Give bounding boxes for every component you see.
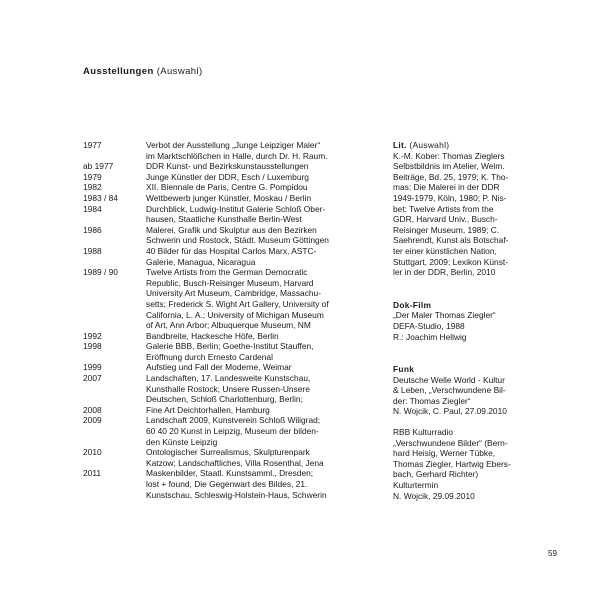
exhibition-description (146, 246, 363, 267)
description-line: hausen, Staatliche Kunsthalle Berlin-West (146, 214, 302, 225)
description-line: Galerie, Managua, Nicaragua (146, 256, 256, 267)
description-line: Twelve Artists from the German Democratic (146, 267, 308, 278)
exhibition-row (83, 362, 363, 373)
exhibition-year: 1979 (83, 171, 102, 182)
description-line: Maskenbilder, Staatl. Kunstsamml., Dresden; (146, 468, 314, 479)
exhibition-list (83, 140, 363, 500)
text-line: K.-M. Kober: Thomas Zieglers (393, 150, 505, 161)
references-column (393, 140, 525, 501)
exhibition-row (83, 172, 363, 183)
description-line: Schwerin und Rostock, Städt. Museum Göttingen (146, 235, 329, 246)
exhibition-year: 2007 (83, 373, 102, 384)
text-line: N. Wojcik, C. Paul, 27.09.2010 (393, 406, 507, 417)
exhibition-description (146, 341, 363, 362)
exhibition-year: 2010 (83, 447, 102, 458)
text-line: & Leben, „Verschwundene Bil- (393, 385, 506, 396)
description-line: Wettbewerb junger Künstler, Moskau / Berlin (146, 192, 312, 203)
description-line: lost + found, Die Gegenwart des Bildes, 21. (146, 479, 308, 489)
exhibition-description (146, 225, 363, 246)
exhibition-description (146, 362, 363, 373)
exhibition-year: 1992 (83, 330, 102, 341)
exhibition-description (146, 182, 363, 193)
description-line: Eröffnung durch Ernesto Cardenal (146, 351, 273, 362)
exhibition-description (146, 193, 363, 204)
description-line: of Art, Ann Arbor; Albuquerque Museum, NM (146, 320, 311, 331)
text-line: 1949-1979, Köln, 1980; P. Nis- (393, 192, 507, 203)
exhibition-year: 2011 (83, 468, 102, 479)
text-line: „Der Maler Thomas Ziegler“ (393, 310, 496, 321)
description-line: Junge Künstler der DDR, Esch / Luxemburg (146, 171, 309, 182)
text-line: mas: Die Malerei in der DDR (393, 182, 500, 193)
description-line: 60 40 20 Kunst in Leipzig, Museum der bilden- (146, 426, 319, 437)
exhibition-description (146, 172, 363, 183)
description-line: Bandbreite, Hackesche Höfe, Berlin (146, 330, 279, 341)
text-line: Stuttgart, 2009; Lexikon Künst- (393, 256, 508, 267)
description-line: Malerei, Grafik und Skulptur aus den Bezirken (146, 224, 317, 235)
text-line: Thomas Ziegler, Hartwig Ebers- (393, 458, 511, 469)
page-number: 59 (548, 549, 557, 558)
description-line: setts; Frederick S. Wight Art Gallery, University of (146, 298, 329, 309)
exhibition-year: 2009 (83, 415, 102, 426)
radio-text-2 (393, 427, 525, 501)
text-line: hard Heisig, Werner Tübke, (393, 448, 496, 459)
exhibition-row (83, 331, 363, 342)
exhibition-year: 1999 (83, 362, 102, 373)
text-line: R.: Joachim Hellwig (393, 331, 467, 342)
description-line: Aufstieg und Fall der Moderne, Weimar (146, 362, 292, 373)
exhibition-description (146, 204, 363, 225)
description-line: Landschaften, 17. Landesweite Kunstschau, (146, 373, 311, 384)
description-line: Kunsthalle Rostock; Unsere Russen-Unsere (146, 383, 310, 394)
description-line: im Marktschlößchen in Halle, durch Dr. H. Raum. (146, 150, 328, 161)
exhibition-year: 1998 (83, 341, 102, 352)
description-line: California, L. A.; University of Michigan Museum (146, 309, 324, 320)
text-line: N. Wojcik, 29.09.2010 (393, 490, 475, 501)
film-title: Dok-Film (393, 299, 432, 310)
exhibition-year: 1984 (83, 203, 102, 214)
exhibition-year: ab 1977 (83, 161, 114, 172)
exhibition-year: 1982 (83, 182, 102, 193)
exhibition-year: 1977 (83, 140, 102, 150)
text-line: der: Thomas Ziegler“ (393, 395, 471, 406)
exhibition-row (83, 204, 363, 225)
text-line: Deutsche Welle World - Kultur (393, 374, 505, 385)
radio-title: Funk (393, 364, 415, 375)
exhibition-description (146, 267, 363, 331)
text-line: Beiträge, Bd. 25, 1979; K. Tho- (393, 171, 509, 182)
description-line: Landschaft 2009, Kunstverein Schloß Wiligrad; (146, 415, 321, 426)
exhibition-description (146, 331, 363, 342)
text-line: Selbstbildnis im Atelier, Weim. (393, 161, 505, 172)
text-line: „Verschwundene Bilder“ (Bern- (393, 437, 508, 448)
description-line: Republic, Busch-Reisinger Museum, Harvard (146, 277, 314, 288)
description-line: Galerie BBB, Berlin; Goethe-Institut Stauffen, (146, 341, 314, 352)
heading-title: Ausstellungen (83, 66, 154, 77)
description-line: DDR Kunst- und Bezirkskunstausstellungen (146, 161, 309, 172)
exhibition-description (146, 140, 363, 161)
text-line: ter einer künstlichen Nation, (393, 245, 497, 256)
exhibition-description (146, 405, 363, 416)
heading-qualifier: (Auswahl) (156, 66, 203, 77)
text-line: RBB Kulturradio (393, 427, 454, 438)
exhibition-row (83, 246, 363, 267)
exhibition-description (146, 415, 363, 447)
exhibition-description (146, 373, 363, 405)
literature-title-qualifier: (Auswahl) (409, 140, 450, 150)
description-line: 40 Bilder für das Hospital Carlos Marx, ASTC- (146, 245, 317, 256)
exhibition-row (83, 182, 363, 193)
section-heading (83, 66, 203, 77)
exhibition-row (83, 447, 363, 468)
description-line: Deutschen, Schloß Charlottenburg, Berlin; (146, 394, 303, 405)
description-line: XII. Biennale de Paris, Centre G. Pompidou (146, 182, 308, 193)
exhibition-row (83, 193, 363, 204)
exhibition-row (83, 140, 363, 161)
description-line: den Künste Leipzig (146, 436, 218, 447)
exhibition-year: 1983 / 84 (83, 192, 118, 203)
film-text (393, 310, 525, 342)
description-line: Kunstschau, Schleswig-Holstein-Haus, Schwerin (146, 489, 327, 500)
text-line: Reisinger Museum, 1989; C. (393, 224, 500, 235)
exhibition-row (83, 405, 363, 416)
literature-title-bold: Lit. (393, 140, 407, 150)
description-line: Durchblick, Ludwig-Institut Galerie Schloß Ober- (146, 203, 326, 214)
literature-title (393, 140, 525, 151)
exhibition-year: 1988 (83, 245, 102, 256)
exhibition-row (83, 225, 363, 246)
radio-text (393, 375, 525, 417)
description-line: Verbot der Ausstellung „Junge Leipziger Maler“ (146, 140, 321, 150)
exhibition-row (83, 267, 363, 331)
text-line: bach, Gerhard Richter) (393, 469, 479, 480)
exhibition-year: 1989 / 90 (83, 267, 118, 278)
exhibition-year: 1986 (83, 224, 102, 235)
exhibition-row (83, 373, 363, 405)
literature-text (393, 151, 525, 278)
description-line: Fine Art Deichtorhallen, Hamburg (146, 404, 270, 415)
text-line: ler in der DDR, Berlin, 2010 (393, 267, 496, 278)
exhibition-description (146, 468, 363, 500)
description-line: Katzow; Landschaftliches, Villa Rosenthal, Jena (146, 457, 324, 468)
exhibition-row (83, 468, 363, 500)
description-line: University Art Museum, Cambridge, Massachu- (146, 288, 321, 299)
text-line: bet: Twelve Artists from the (393, 203, 494, 214)
description-line: Ontologischer Surrealismus, Skulpturenpark (146, 447, 310, 458)
exhibition-description (146, 161, 363, 172)
exhibition-year: 2008 (83, 404, 102, 415)
exhibition-row (83, 341, 363, 362)
text-line: Kulturtermin (393, 480, 439, 491)
text-line: DEFA-Studio, 1988 (393, 320, 465, 331)
exhibition-description (146, 447, 363, 468)
text-line: Saehrendt, Kunst als Botschaf- (393, 235, 509, 246)
exhibition-row (83, 415, 363, 447)
exhibition-row (83, 161, 363, 172)
text-line: GDR, Harvard Univ., Busch- (393, 214, 498, 225)
